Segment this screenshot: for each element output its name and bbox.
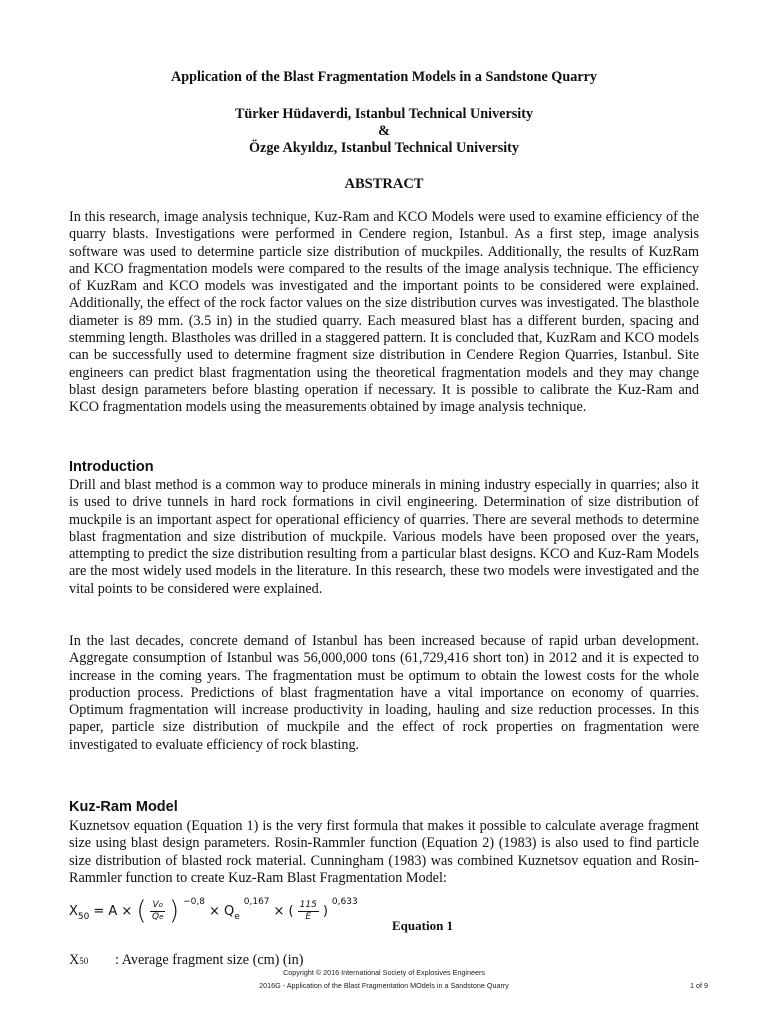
paper-title: Application of the Blast Fragmentation Models in a Sandstone Quarry xyxy=(170,69,598,85)
footer-page-number: 1 of 9 xyxy=(690,981,708,990)
author-line-2: Özge Akyıldız, Istanbul Technical University xyxy=(249,140,519,156)
eq-times-q: × $Q_e$ xyxy=(208,903,240,922)
eq-times-2: × ( xyxy=(273,903,294,919)
eq-lhs: $X_{50}$ xyxy=(69,903,90,922)
footer-copyright: Copyright © 2016 International Society of Explosives Engineers xyxy=(283,968,485,977)
eq-exponent-1: −0,8 xyxy=(183,897,205,907)
kuzram-paragraph-1: Kuznetsov equation (Equation 1) is the very first formula that makes it possible to calculate average fragment size using blast design parameters. Rosin-Rammler function (Equation 2) (1983) is also used to find particle size distribution of blasted rock material. Cunningham (1983) was combined Kuznetsov equation and Rosin-Rammler function to create Kuz-Ram Blast Fragmentation Model: xyxy=(69,818,699,886)
eq-exponent-2: 0,167 xyxy=(243,897,270,907)
eq-equals: = A × xyxy=(93,903,133,919)
eq-exponent-3: 0,633 xyxy=(331,897,358,907)
eq-open-paren: ( xyxy=(136,896,147,926)
footer-paper-title: 2016G - Application of the Blast Fragmentation MOdels in a Sandstone Quarry xyxy=(259,981,509,990)
eq-close-paren: ) xyxy=(168,896,180,926)
variable-description: : Average fragment size (cm) (in) xyxy=(115,952,304,968)
variable-definition xyxy=(69,952,303,969)
introduction-paragraph-1: Drill and blast method is a common way to produce minerals in mining industry especially in quarries; also it is used to drive tunnels in hard rock formations in civil engineering. Determination of size distribution of muckpile is an important aspect for operational efficiency of quarries. There are several methods to determine blast fragmentation and size distribution of muckpile. Various models have been proposed over the years, attempting to predict the size distribution resulting from a particular blast designs. KCO and Kuz-Ram Models are the most widely used models in the literature. In this research, these two models were investigated and the vital points to be considered were explained. xyxy=(69,477,699,597)
author-line-1: Türker Hüdaverdi, Istanbul Technical University xyxy=(234,106,534,122)
introduction-paragraph-2: In the last decades, concrete demand of Istanbul has been increased because of rapid urban development. Aggregate consumption of Istanbul was 56,000,000 tons (61,729,416 short ton) in 2012 and it is expected to increase in the coming years. The fragmentation must be optimum to obtain the lowest costs for the whole production process. Predictions of blast fragmentation have a vital importance on economy of quarries. Optimum fragmentation will increase productivity in loading, hauling and size reduction processes. In this paper, particle size distribution of muckpile and the effect of rock properties on fragmentation were investigated to evaluate efficiency of rock blasting. xyxy=(69,633,699,753)
author-separator: & xyxy=(378,123,390,139)
kuzram-heading: Kuz-Ram Model xyxy=(69,799,178,815)
eq-fraction-2: $\frac{115}{E}$ xyxy=(299,899,317,922)
introduction-heading: Introduction xyxy=(69,459,154,475)
equation-1 xyxy=(69,898,358,924)
abstract-heading: ABSTRACT xyxy=(344,176,424,192)
abstract-text: In this research, image analysis technique, Kuz-Ram and KCO Models were used to examine efficiency of the quarry blasts. Investigations were performed in Cendere region, Istanbul. As a first step, image analysis software was used to determine particle size distribution of muckpiles. Additionally, the results of KuzRam and KCO fragmentation models were compared to the results of the image analysis technique. The efficiency of KuzRam and KCO models was investigated and the important points to be considered were explained. Additionally, the effect of the rock factor values on the size distribution curves was investigated. The blasthole diameter is 89 mm. (3.5 in) in the studied quarry. Each measured blast has a different burden, spacing and stemming length. Blastholes was drilled in a staggered pattern. It is concluded that, KuzRam and KCO models can be successfully used to determine fragment size distribution in Cendere Region Quarries, Istanbul. Site engineers can predict blast fragmentation using the theoretical fragmentation models and they may change blast design parameters before blasting operation if necessary. It is possible to calibrate the Kuz-Ram and KCO fragmentation models using the measurements obtained by image analysis technique. xyxy=(69,209,699,416)
eq-close: ) xyxy=(322,903,328,919)
eq-fraction-1: $\frac{Vo}{Qe}$ xyxy=(152,899,164,922)
variable-symbol: X50 xyxy=(69,952,89,968)
equation-label: Equation 1 xyxy=(392,918,454,933)
